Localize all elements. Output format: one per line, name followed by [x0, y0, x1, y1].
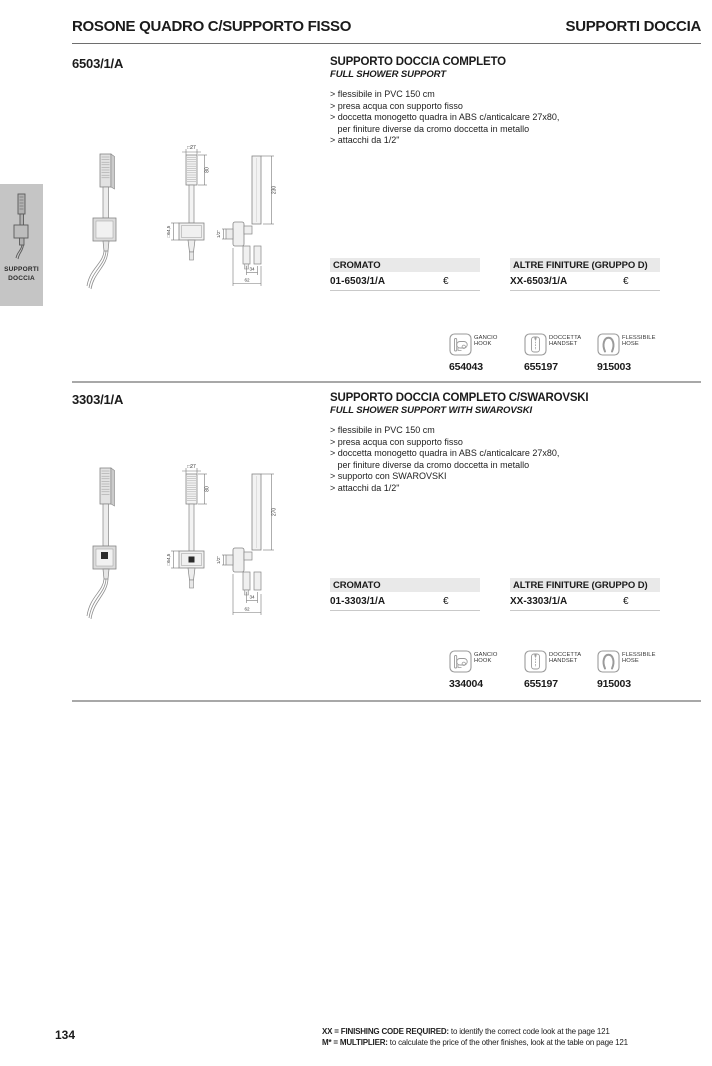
- price-row: [510, 592, 660, 611]
- accessory-label: [622, 333, 656, 348]
- hook-icon: [449, 333, 472, 356]
- svg-text:80: 80: [204, 486, 211, 492]
- feature-line: > flessibile in PVC 150 cm: [330, 425, 435, 435]
- section-separator: [72, 381, 701, 383]
- price-header: CROMATO: [330, 578, 480, 592]
- footer-note-text: to identify the correct code look at the page 121: [450, 1027, 610, 1036]
- product-code: 6503/1/A: [72, 56, 124, 71]
- price-row: [330, 592, 480, 611]
- accessory-handset: [524, 333, 598, 373]
- accessories-row: [449, 650, 689, 698]
- svg-text:62: 62: [244, 606, 250, 612]
- sidebar-tab-line1: SUPPORTI: [4, 266, 39, 273]
- sidebar-tab-supporti-doccia: [0, 184, 43, 306]
- currency-symbol: €: [443, 596, 449, 607]
- sidebar-tab-label: [0, 265, 43, 283]
- handshower-tab-icon: [9, 192, 35, 260]
- feature-list: [330, 89, 695, 147]
- svg-text:34: 34: [249, 594, 255, 600]
- perspective-view: [87, 154, 116, 289]
- svg-text:1/2": 1/2": [216, 555, 221, 565]
- svg-text:80: 80: [204, 167, 211, 173]
- product-info: [330, 56, 695, 147]
- accessory-label: [474, 650, 497, 665]
- technical-drawing: [78, 142, 313, 300]
- page-title-right: SUPPORTI DOCCIA: [565, 18, 701, 35]
- article-code: XX-3303/1/A: [510, 596, 568, 607]
- accessory-label-it: FLESSIBILE: [622, 335, 656, 341]
- accessory-hook: [449, 333, 523, 373]
- svg-text:□64,5: □64,5: [166, 225, 171, 238]
- price-header: ALTRE FINITURE (GRUPPO D): [510, 258, 660, 272]
- sidebar-tab-line2: DOCCIA: [8, 275, 35, 282]
- article-code: 01-6503/1/A: [330, 276, 386, 287]
- article-code: 01-3303/1/A: [330, 596, 386, 607]
- product-code: 3303/1/A: [72, 392, 124, 407]
- technical-drawing: [78, 458, 313, 630]
- feature-line: > attacchi da 1/2": [330, 135, 400, 145]
- feature-line: > attacchi da 1/2": [330, 482, 400, 493]
- handset-icon: [524, 333, 547, 356]
- feature-line: > presa acqua con supporto fisso: [330, 436, 463, 447]
- product-info: [330, 392, 695, 494]
- price-row: [330, 272, 480, 291]
- footer-notes: [322, 1026, 687, 1048]
- accessory-label-it: GANCIO: [474, 335, 498, 341]
- front-view: [166, 145, 211, 260]
- feature-list: [330, 425, 695, 494]
- feature-line: > doccetta monogetto quadra in ABS c/anticalcare 27x80,: [330, 112, 560, 122]
- currency-symbol: €: [623, 596, 629, 607]
- accessory-label-it: DOCCETTA: [549, 652, 582, 658]
- accessory-code: 655197: [524, 361, 558, 373]
- feature-line: per finiture diverse da cromo doccetta in metallo: [330, 459, 530, 470]
- accessory-label-en: HANDSET: [549, 658, 578, 665]
- footer-note-text: to calculate the price of the other finishes, look at the table on page 121: [389, 1038, 628, 1047]
- accessory-label-en: HANDSET: [549, 341, 578, 348]
- accessory-label: [549, 333, 581, 348]
- svg-text:□27: □27: [187, 145, 196, 151]
- feature-line: > supporto con SWAROVSKI: [330, 471, 447, 481]
- svg-text:34: 34: [249, 266, 255, 272]
- accessories-row: [449, 333, 689, 381]
- product-title: SUPPORTO DOCCIA COMPLETO C/SWAROVSKI: [330, 392, 589, 404]
- svg-text:1/2": 1/2": [216, 229, 221, 239]
- product-title: SUPPORTO DOCCIA COMPLETO: [330, 56, 506, 68]
- article-code: XX-6503/1/A: [510, 276, 568, 287]
- hose-icon: [597, 333, 620, 356]
- hook-icon: [449, 650, 472, 673]
- footer-note: [322, 1037, 687, 1048]
- accessory-hook: [449, 650, 523, 690]
- svg-text:230: 230: [271, 185, 278, 195]
- price-column-altre-finiture: [510, 258, 660, 291]
- accessory-handset: [524, 650, 598, 690]
- feature-line: > presa acqua con supporto fisso: [330, 100, 463, 111]
- currency-symbol: €: [623, 276, 629, 287]
- price-row: [510, 272, 660, 291]
- page-header: [72, 18, 701, 44]
- accessory-code: 915003: [597, 678, 631, 690]
- accessory-label: [474, 333, 497, 348]
- accessory-hose: [597, 650, 671, 690]
- footer-note-label: M* = MULTIPLIER:: [322, 1038, 388, 1047]
- svg-text:270: 270: [271, 507, 278, 517]
- product-subtitle: FULL SHOWER SUPPORT WITH SWAROVSKI: [330, 405, 533, 416]
- feature-line: per finiture diverse da cromo doccetta in metallo: [330, 123, 530, 134]
- page-title-left: ROSONE QUADRO C/SUPPORTO FISSO: [72, 18, 352, 35]
- side-view: [216, 156, 278, 286]
- accessory-label: [549, 650, 581, 665]
- accessory-code: 654043: [449, 361, 483, 373]
- side-view: [216, 474, 278, 615]
- footer-note-label: XX = FINISHING CODE REQUIRED:: [322, 1027, 449, 1036]
- accessory-label-it: FLESSIBILE: [622, 652, 656, 658]
- page-number: 134: [55, 1028, 76, 1042]
- accessory-label-en: HOSE: [622, 658, 639, 665]
- section-separator: [72, 700, 701, 702]
- hose-icon: [597, 650, 620, 673]
- perspective-view: [87, 468, 116, 619]
- product-subtitle: FULL SHOWER SUPPORT: [330, 69, 446, 80]
- feature-line: > doccetta monogetto quadra in ABS c/anticalcare 27x80,: [330, 448, 560, 458]
- accessory-label-it: GANCIO: [474, 652, 498, 658]
- svg-text:62: 62: [244, 277, 250, 283]
- svg-text:□27: □27: [187, 464, 196, 470]
- svg-text:□64,5: □64,5: [166, 553, 171, 566]
- accessory-label-en: HOOK: [474, 341, 492, 348]
- price-column-cromato: [330, 258, 480, 291]
- handset-icon: [524, 650, 547, 673]
- feature-line: > flessibile in PVC 150 cm: [330, 89, 435, 99]
- price-column-altre-finiture: [510, 578, 660, 611]
- accessory-label-en: HOOK: [474, 658, 492, 665]
- accessory-code: 655197: [524, 678, 558, 690]
- price-column-cromato: [330, 578, 480, 611]
- price-header: CROMATO: [330, 258, 480, 272]
- footer-note: [322, 1026, 687, 1037]
- accessory-hose: [597, 333, 671, 373]
- accessory-code: 915003: [597, 361, 631, 373]
- accessory-label-it: DOCCETTA: [549, 335, 582, 341]
- front-view: [166, 464, 211, 588]
- currency-symbol: €: [443, 276, 449, 287]
- accessory-label-en: HOSE: [622, 341, 639, 348]
- accessory-code: 334004: [449, 678, 483, 690]
- price-header: ALTRE FINITURE (GRUPPO D): [510, 578, 660, 592]
- accessory-label: [622, 650, 656, 665]
